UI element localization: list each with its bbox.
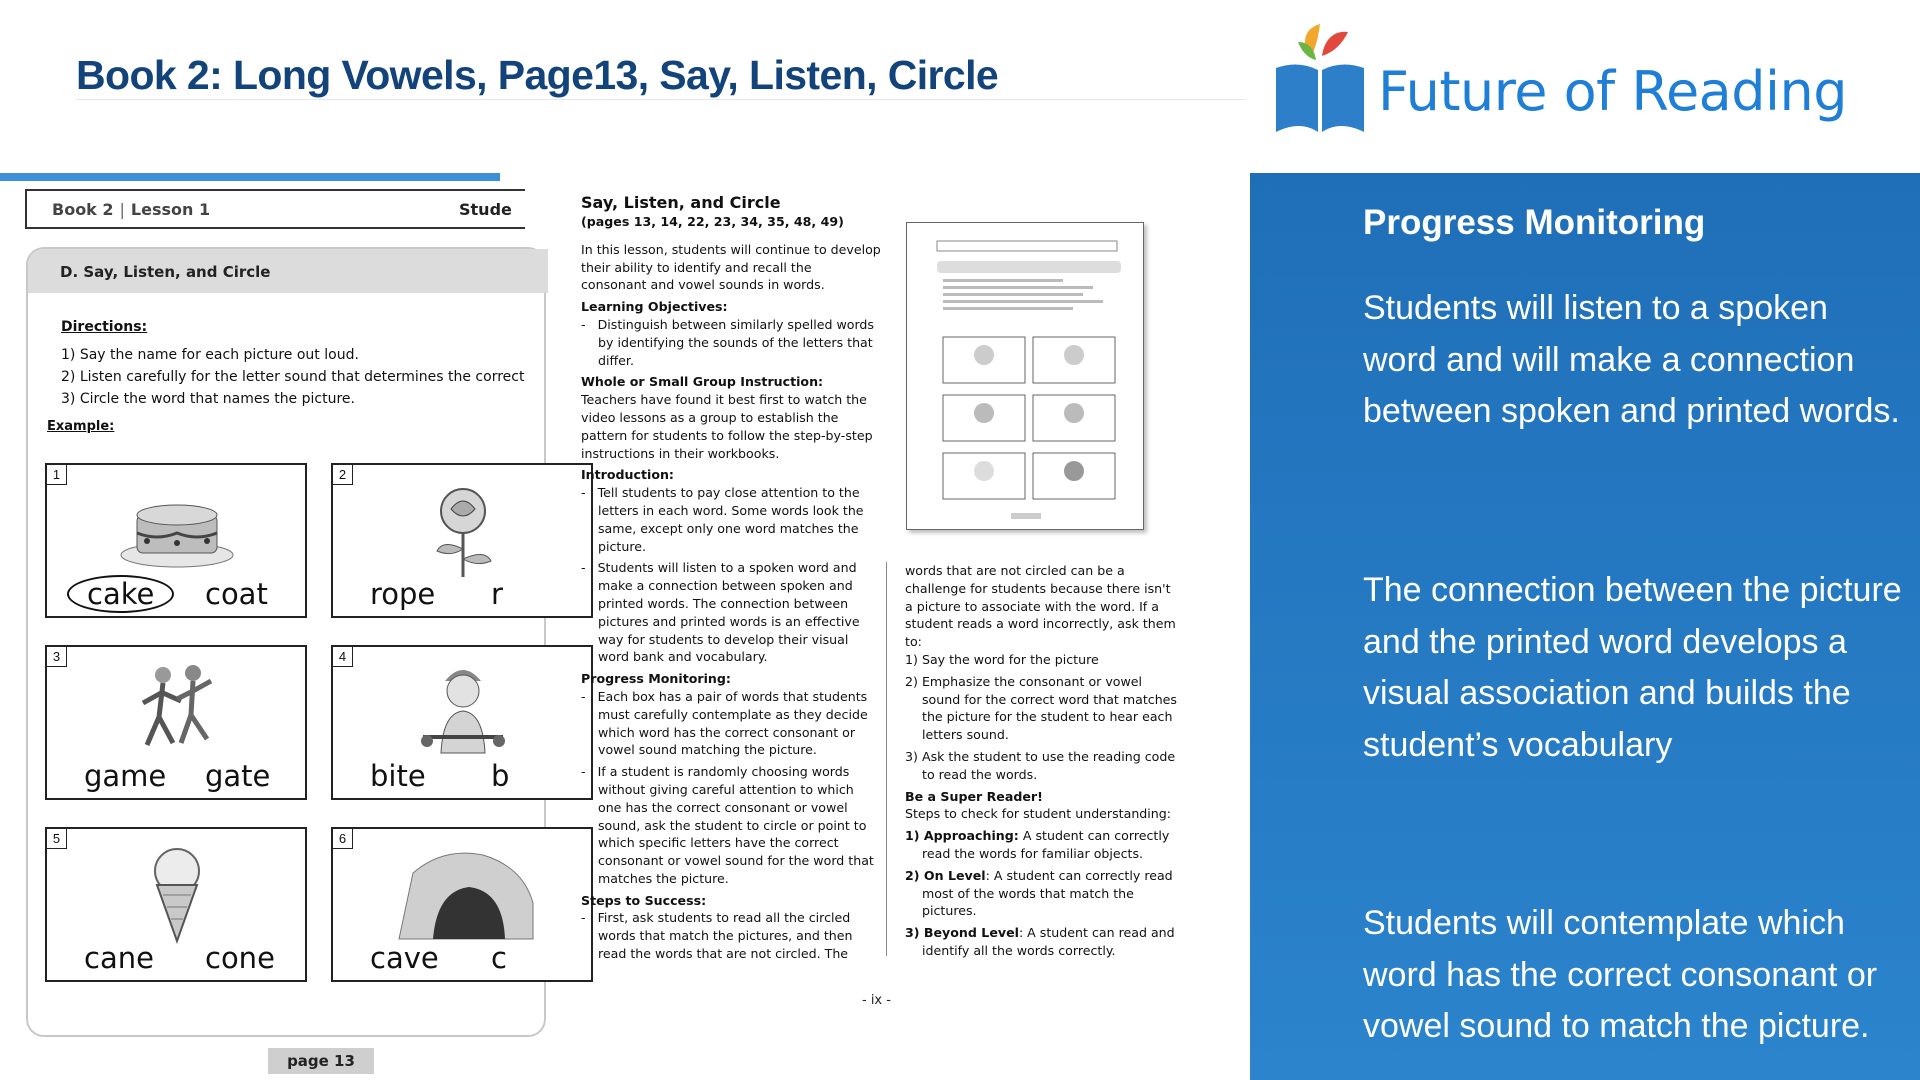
guide-title: Say, Listen, and Circle [581,193,781,212]
level-item: 1) Approaching: A student can correctly read the words for familiar objects. [905,828,1170,861]
guide-intro: In this lesson, students will continue to develop their ability to identify and recall the consonant and vowel sounds in words. [581,241,881,293]
word-option: gate [205,759,271,793]
level-item: 2) On Level: A student can correctly read most of the words that match the pictures. [905,867,1173,919]
column-divider [886,562,887,956]
section-heading: D. Say, Listen, and Circle [28,249,548,293]
group-text: Teachers have found it best first to watch the video lessons as a group to establish the pattern for students to follow the step-by-step instructions in their workbooks. [581,392,873,461]
bullet-item: - First, ask students to read all the circled words that match the pictures, and then read the words that are not circled. The [581,910,853,962]
super-reader-intro: Steps to check for student understanding: [905,806,1172,822]
book-lesson-label: Book 2 | Lesson 1 [52,200,211,219]
numbered-step: 1) Say the word for the picture [905,651,1099,667]
panel-paragraph: Students will contemplate which word has the correct consonant or vowel sound to match the picture. [1363,904,1878,1045]
progress-heading: Progress Monitoring: [581,671,731,687]
book-leaf-logo-icon [1270,20,1370,132]
workbook-page-thumbnail-image [907,223,1145,531]
picture-box-1 [45,463,307,618]
directions-label: Directions: [61,319,148,335]
group-heading: Whole or Small Group Instruction: [581,374,824,390]
word-option: cave [370,941,439,975]
lesson-label: Lesson 1 [130,200,211,219]
guide-column-left [581,193,881,963]
bullet-item: - Students will listen to a spoken word and make a connection between spoken and printed words. The connection between pictures and printed words is an effective way for students to develop their visual word bank and vocabulary. [581,560,860,665]
kids-running-image [107,661,247,761]
panel-paragraph: The connection between the picture and the printed word develops a visual association and builds the student’s vocabulary [1363,571,1902,764]
bullet-item: - Tell students to pay close attention to the letters in each word. Some words look the same, except only one word matches the picture. [581,485,864,554]
slide-title: Book 2: Long Vowels, Page13, Say, Listen, Circle [76,52,999,98]
word-option: b [491,759,510,793]
workbook-page [0,181,525,1080]
level-item: 3) Beyond Level: A student can read and identify all the words correctly. [905,925,1175,958]
word-option: r [491,577,503,611]
workbook-thumbnail [906,222,1144,530]
guide-page-number: - ix - [862,993,891,1008]
cake-image [107,479,247,579]
super-reader-heading: Be a Super Reader! [905,788,1043,804]
word-option: rope [370,577,436,611]
direction-line: 1) Say the name for each picture out loud. [61,347,359,363]
word-option: cane [84,941,154,975]
directions [61,319,524,413]
ice-cream-cone-image [107,843,247,943]
page-number-tab: page 13 [268,1048,374,1074]
box-number: 6 [333,829,353,849]
guide-column-right [905,562,1181,960]
steps-heading: Steps to Success: [581,892,707,908]
logo-wordmark: Future of Reading [1378,60,1848,123]
panel-title: Progress Monitoring [1363,203,1706,242]
objectives-heading: Learning Objectives: [581,299,728,315]
word-option: coat [205,577,268,611]
box-number: 4 [333,647,353,667]
word-option: game [84,759,167,793]
book-label: Book 2 [52,200,114,219]
title-divider [76,99,1246,100]
guide-pages: (pages 13, 14, 22, 23, 34, 35, 48, 49) [581,214,844,229]
version-label: Stude [459,200,512,219]
word-circled: cake [67,575,174,613]
box-number: 3 [47,647,67,667]
progress-monitoring-panel [1250,173,1920,1080]
picture-box-5 [45,827,307,982]
direction-line: 2) Listen carefully for the letter sound that determines the correct [61,369,525,385]
box-number: 2 [333,465,353,485]
word-option: cone [205,941,275,975]
word-option: bite [370,759,426,793]
numbered-step: 2) Emphasize the consonant or vowel sound for the correct word that matches the picture for the student to hear each letters sound. [905,673,1177,743]
numbered-step: 3) Ask the student to use the reading code to read the words. [905,748,1176,782]
bullet-item: - Each box has a pair of words that students must carefully contemplate as they decide which word has the correct consonant or vowel sound matching the picture. [581,688,868,758]
direction-line: 3) Circle the word that names the picture. [61,391,355,407]
bullet-item: - Distinguish between similarly spelled words by identifying the sounds of the letters that differ. [581,316,874,368]
bullet-item: - If a student is randomly choosing words without giving careful attention to which one has the correct consonant or vowel sound, ask the student to circle or point to which specific letters have the correct consonant or vowel sound for the word that matches the picture. [581,764,874,886]
workbook-header [25,189,525,229]
box-number: 1 [47,465,67,485]
example-label: Example: [47,419,115,434]
box-number: 5 [47,829,67,849]
panel-paragraph: Students will listen to a spoken word and will make a connection between spoken and printed words. [1363,289,1900,430]
word-option: c [491,941,507,975]
future-of-reading-logo [1270,20,1860,132]
picture-box-3 [45,645,307,800]
accent-bar [0,173,500,181]
continued-text: words that are not circled can be a challenge for students because there isn't a picture to associate with the word. If a student reads a word incorrectly, ask them to: [905,563,1176,650]
introduction-heading: Introduction: [581,467,674,483]
